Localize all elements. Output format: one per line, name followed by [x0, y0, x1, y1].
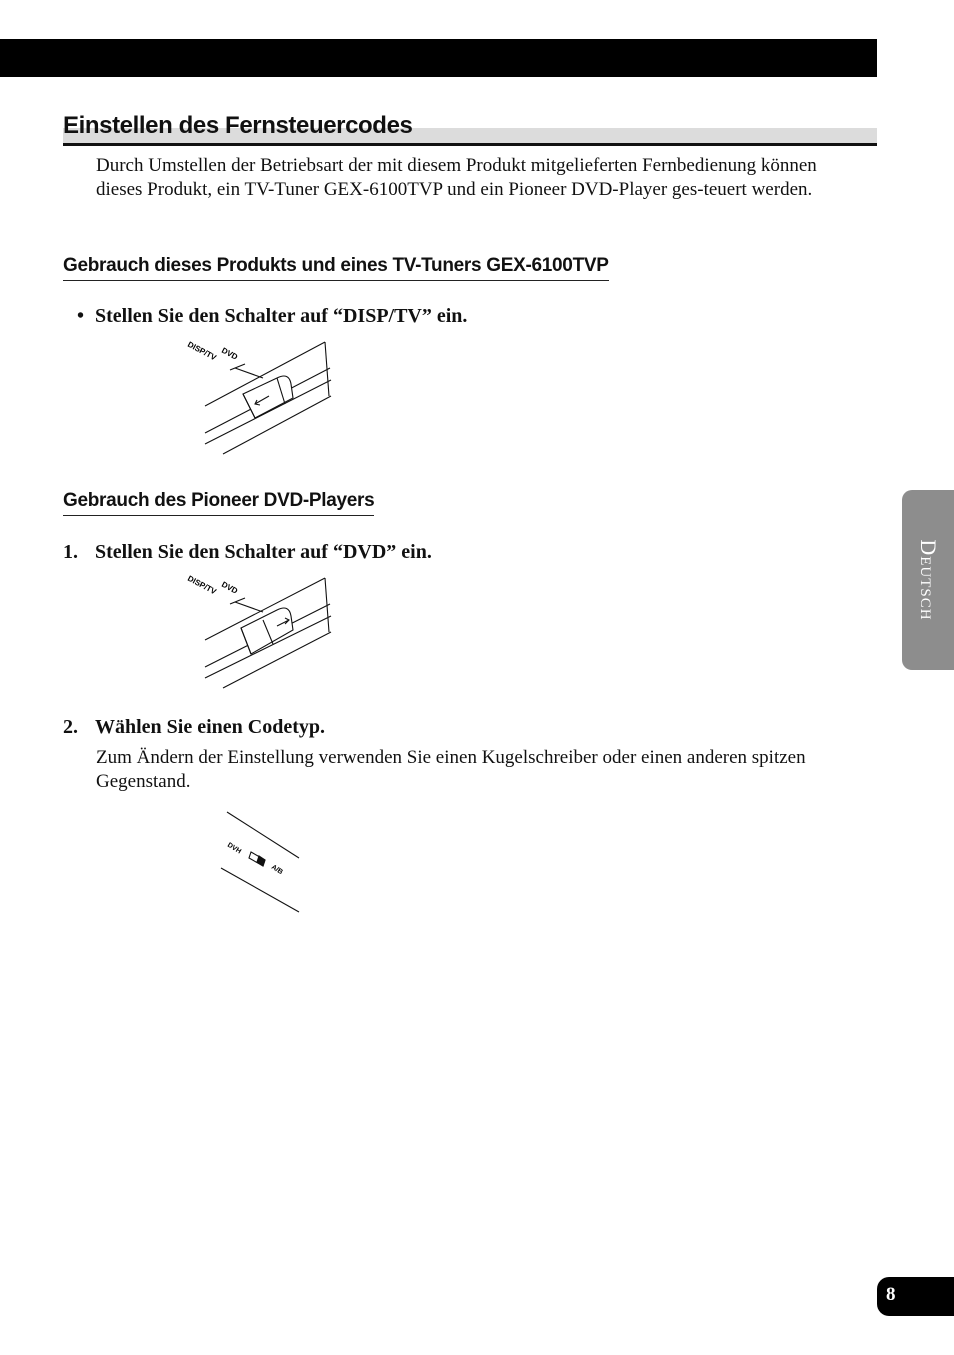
- subheading-tv-tuner: Gebrauch dieses Produkts und eines TV-Tuners GEX-6100TVP: [63, 255, 609, 281]
- page-title: Einstellen des Fernsteuercodes: [63, 112, 413, 139]
- label-dvd: DVD: [220, 579, 240, 596]
- label-dvd: DVD: [220, 345, 240, 362]
- language-tab-label: Deutsch: [916, 539, 941, 621]
- bullet-mark: •: [77, 305, 85, 327]
- page-number: 8: [886, 1284, 896, 1305]
- heading-rule: [63, 143, 877, 146]
- label-dvh: DVH: [225, 841, 243, 856]
- step-2-note: Zum Ändern der Einstellung verwenden Sie einen Kugelschreiber oder einen anderen spitzen Gegenstand.: [96, 747, 806, 792]
- step-number: 1.: [63, 541, 78, 563]
- bullet-text: Stellen Sie den Schalter auf “DISP/TV” ein.: [95, 305, 468, 327]
- header-bar: [0, 39, 877, 77]
- switch-disp-tv-illustration: [185, 338, 335, 458]
- label-ab: A/B: [269, 863, 284, 877]
- step-number: 2.: [63, 716, 78, 738]
- intro-paragraph: Durch Umstellen der Betriebsart der mit diesem Produkt mitgelieferten Fernbedienung können dieses Produkt, ein TV-Tuner GEX-6100TVP und ein Pioneer DVD-Player ges-teuert werden.: [96, 155, 817, 200]
- subheading-dvd-player: Gebrauch des Pioneer DVD-Players: [63, 490, 374, 516]
- section-heading-block: [63, 108, 877, 148]
- step-text: Stellen Sie den Schalter auf “DVD” ein.: [95, 541, 432, 563]
- switch-dvd-illustration: [185, 574, 335, 694]
- code-type-switch-illustration: [215, 810, 305, 915]
- language-tab: [902, 490, 954, 670]
- label-disp-tv: DISP/TV: [186, 574, 218, 597]
- label-disp-tv: DISP/TV: [186, 339, 218, 363]
- page-number-badge: [877, 1277, 954, 1316]
- step-text: Wählen Sie einen Codetyp.: [95, 716, 326, 738]
